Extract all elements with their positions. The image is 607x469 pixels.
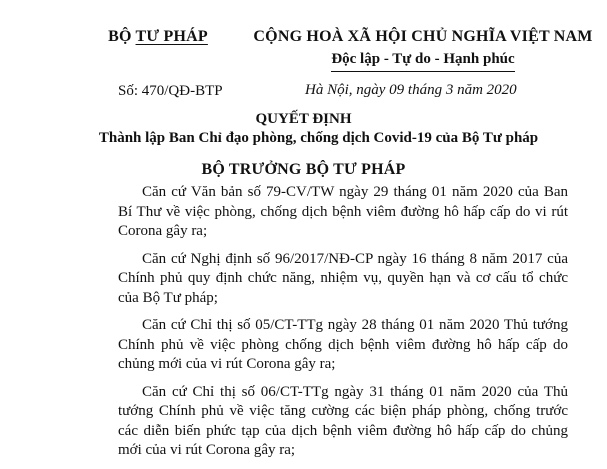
issuing-authority: BỘ TRƯỞNG BỘ TƯ PHÁP	[201, 161, 406, 178]
legal-basis-paragraph: Căn cứ Nghị định số 96/2017/NĐ-CP ngày 16 tháng 8 năm 2017 của Chính phủ quy định chức năng, nhiệm vụ, quyền hạn và cơ cấu tổ chức của Bộ Tư pháp;	[118, 250, 568, 306]
legal-basis-paragraph: Căn cứ Chỉ thị số 06/CT-TTg ngày 31 tháng 01 năm 2020 của Thủ tướng Chính phủ về việc tăng cường các biện pháp phòng, chống trước các diễn biến phức tạp của dịch bệnh viêm đường hô hấp cấp do chủng mới của vi rút Corona gây ra;	[118, 383, 568, 458]
document-subject: Thành lập Ban Chỉ đạo phòng, chống dịch Covid-19 của Bộ Tư pháp	[98, 130, 539, 146]
place-and-date: Hà Nội, ngày 09 tháng 3 năm 2020	[305, 82, 517, 98]
agency-prefix: BỘ	[108, 28, 136, 45]
national-header	[242, 28, 604, 72]
legal-basis-paragraph: Căn cứ Chỉ thị số 05/CT-TTg ngày 28 tháng 01 năm 2020 Thủ tướng Chính phủ về việc phòng chống dịch bệnh viêm đường hô hấp cấp do chủng mới của vi rút Corona gây ra;	[118, 317, 568, 372]
agency-name	[88, 28, 228, 46]
issuing-agency	[88, 28, 228, 46]
national-motto: Độc lập - Tự do - Hạnh phúc	[331, 51, 515, 67]
document-number: Số: 470/QĐ-BTP	[118, 83, 223, 99]
legal-basis-paragraph: Căn cứ Văn bản số 79-CV/TW ngày 29 tháng 01 năm 2020 của Ban Bí Thư về việc phòng, chống dịch bệnh viêm đường hô hấp cấp do vi rút Corona gây ra;	[118, 184, 568, 239]
agency-underlined: TƯ PHÁP	[135, 28, 208, 45]
document-type: QUYẾT ĐỊNH	[255, 111, 352, 127]
nation-name: CỘNG HOÀ XÃ HỘI CHỦ NGHĨA VIỆT NAM	[253, 28, 593, 45]
document-body	[118, 183, 568, 469]
motto-underline	[331, 71, 515, 72]
